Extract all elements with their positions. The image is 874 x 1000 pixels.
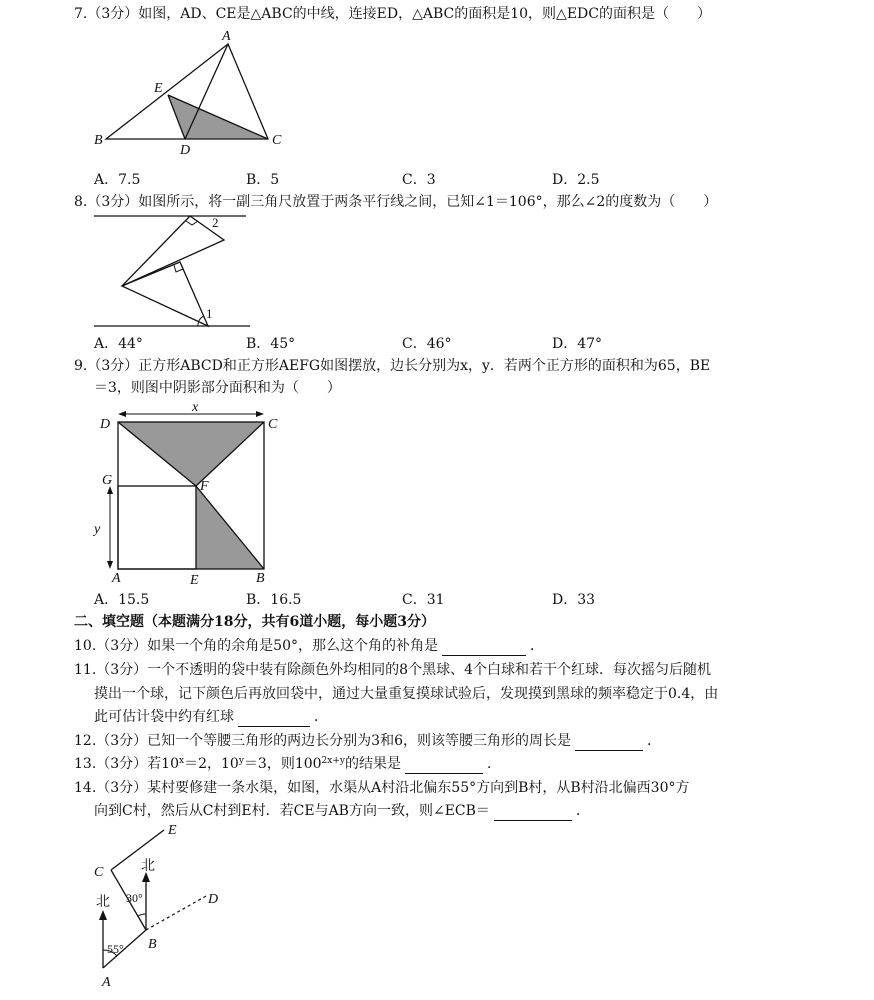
q9-shaded-top-triangle [118,422,264,486]
q9-option-b[interactable]: B．16.5 [246,592,302,608]
q14-angle-30-arc [138,914,146,916]
q8-label-2: 2 [212,215,219,230]
q13-exp-2xy: 2x+y [321,756,345,766]
q8-stem: 8.（3分）如图所示，将一副三角尺放置于两条平行线之间，已知∠1＝106°，那么∠2的度数为（ ） [74,194,718,210]
section2-title: 二、填空题（本题满分18分，共有6道小题，每小题3分） [74,614,435,630]
q14-canal-figure [86,822,236,994]
q14-label-55: 55° [107,942,124,956]
q8-set-squares-figure [94,212,254,332]
q9-label-y: y [94,522,101,537]
q14-label-c: C [94,865,104,880]
q8-right-angle-mark-top [186,221,198,225]
q9-dimension-x-arrow-left [118,411,126,417]
q7-label-d: D [180,143,191,158]
q13-part4: 的结果是 [344,756,401,772]
q9-label-c: C [268,417,278,432]
q7-option-c[interactable]: C．3 [402,172,436,188]
q11-line3 [94,707,328,727]
q13 [74,754,501,774]
q13-exp-x: x [179,756,185,766]
q12-end: ． [646,733,661,749]
q14-label-north-1: 北 [96,895,110,910]
q7-option-d[interactable]: D．2.5 [552,172,600,188]
q14-dashed-bd [146,896,206,930]
q13-exp-y: y [238,756,244,766]
q9-option-a[interactable]: A．15.5 [94,592,150,608]
q9-stem-line1: 9.（3分）正方形ABCD和正方形AEFG如图摆放，边长分别为x，y．若两个正方形的面积和为65，BE [74,358,711,374]
q13-part1: 13.（3分）若10 [74,756,179,772]
q13-part3: ＝3，则100 [243,756,322,772]
q10 [74,636,544,656]
q14-label-e: E [168,823,177,838]
q11-line2: 摸出一个球，记下颜色后再放回袋中，通过大量重复摸球试验后，发现摸到黑球的频率稳定于0.4，由 [94,686,719,702]
q11-answer-blank[interactable] [238,712,310,727]
q9-square-aefg [118,486,196,569]
q8-triangle-upper [122,216,224,286]
q8-option-b[interactable]: B．45° [246,336,296,352]
q8-triangle-lower [122,262,208,326]
q14-line2 [94,801,590,821]
q7-label-a: A [222,29,231,44]
q14-line2-stem: 向到C村，然后从C村到E村．若CE与AB方向一致，则∠ECB＝ [94,803,490,819]
q9-option-c[interactable]: C．31 [402,592,445,608]
q8-option-c[interactable]: C．46° [402,336,452,352]
q10-end: ． [530,638,544,654]
q9-dimension-y-arrow-bottom [107,561,113,569]
q14-label-a: A [102,975,111,990]
q9-label-g: G [102,473,113,488]
q7-label-b: B [94,133,103,148]
q7-option-a[interactable]: A．7.5 [94,172,141,188]
q9-label-d: D [100,417,111,432]
q9-label-e: E [190,573,199,588]
q14-answer-blank[interactable] [494,806,572,821]
q13-part2: ＝2，10 [184,756,239,772]
q8-label-1: 1 [206,306,213,321]
q9-stem-line2: ＝3，则图中阴影部分面积和为（ ） [94,380,341,396]
q9-option-d[interactable]: D．33 [552,592,596,608]
q13-answer-blank[interactable] [405,759,483,774]
q9-label-a: A [112,571,121,586]
q9-label-f: F [200,479,209,494]
q14-north-arrow-a-head [99,910,107,920]
q14-end: ． [575,803,590,819]
q9-label-b: B [256,571,265,586]
q7-option-b[interactable]: B．5 [246,172,280,188]
q8-option-a[interactable]: A．44° [94,336,143,352]
q14-line1: 14.（3分）某村要修建一条水渠，如图，水渠从A村沿北偏东55°方向到B村，从B村沿北偏西30°方 [74,780,690,796]
q12-stem: 12.（3分）已知一个等腰三角形的两边长分别为3和6，则该等腰三角形的周长是 [74,733,571,749]
q13-end: ． [486,756,501,772]
q7-label-c: C [272,133,282,148]
q14-label-30: 30° [126,891,143,905]
q14-label-north-2: 北 [141,859,155,874]
q11-line3-stem: 此可估计袋中约有红球 [94,709,234,725]
q9-dimension-x-arrow-right [256,411,264,417]
q7-triangle-figure [92,29,292,160]
q14-label-b: B [148,937,157,952]
q12 [74,731,661,751]
q8-option-d[interactable]: D．47° [552,336,603,352]
q11-line1: 11.（3分）一个不透明的袋中装有除颜色外均相同的8个黑球、4个白球和若干个红球．每次摇匀后随机 [74,662,711,678]
q8-angle-1-arc [198,316,204,326]
q7-stem: 7.（3分）如图，AD、CE是△ABC的中线，连接ED，△ABC的面积是10，则△EDC的面积是（ ） [74,6,711,22]
q9-squares-figure [96,398,286,588]
q7-label-e: E [154,81,163,96]
q10-stem: 10.（3分）如果一个角的余角是50°，那么这个角的补角是 [74,638,438,654]
q12-answer-blank[interactable] [575,736,643,751]
q14-label-d: D [208,892,219,907]
q14-segment-ce [111,830,164,870]
q10-answer-blank[interactable] [442,641,526,656]
q11-end: ． [314,709,328,725]
q9-label-x: x [192,400,199,415]
